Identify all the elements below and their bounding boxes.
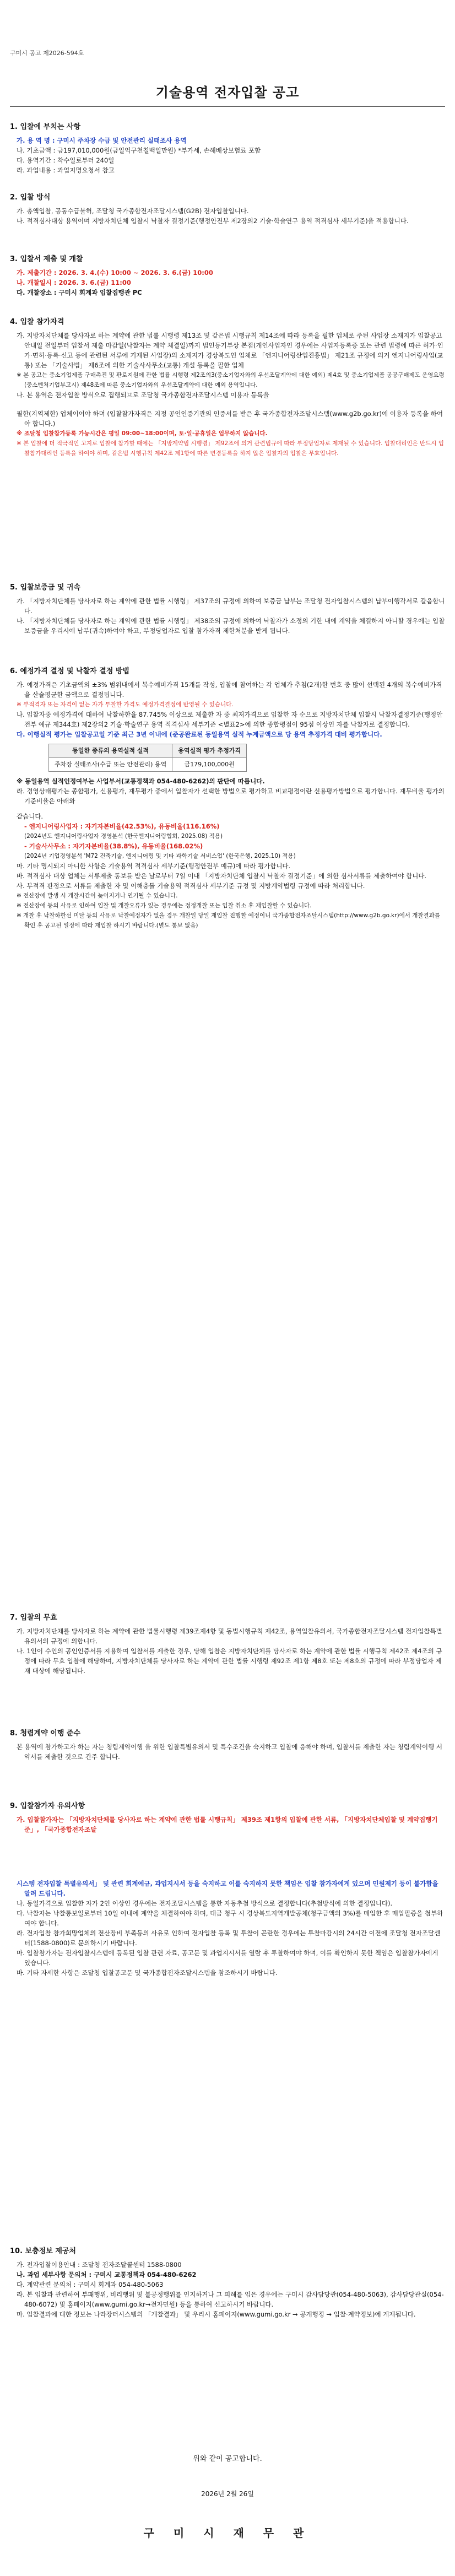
ratio-tech-office: - 기술사사무소 : 자기자본비율(38.8%), 유동비율(168.02%) — [24, 842, 203, 850]
price-line: 사. 부적격 판정으로 서류를 제출한 자 및 이해충돌 기술용역 적격심사 세부기준 규정 및 지방계약법령 규정에 따라 처리합니다. — [17, 882, 365, 890]
price-line: 라. 경영상태평가는 종합평가, 신용평가, 재무평가 중에서 입찰자가 선택한 방법으로 평가하고 비교평점이란 신용평가방법으로 평가합니다. 재무비율 평가의 기준비율은 아래와 — [17, 787, 445, 805]
caution-line: 라. 전자입찰 참가희망업체의 전산장비 부족등의 사유로 인하여 전자입찰 등록 및 투찰이 곤란한 경우에는 투찰마감시의 24시간 이전에 조달청 전자조달센터(1588-0800)로 문의하시기 바랍니다. — [17, 1929, 441, 1947]
table-cell: 주차장 실태조사(수급 또는 안전관리) 용역 — [49, 758, 172, 772]
section-eligibility — [10, 317, 445, 458]
caution-line: 다. 낙찰자는 낙찰통보일로부터 10일 이내에 계약을 체결하여야 하며, 대금 청구 시 경상북도지역개발공채(청구금액의 3%)를 매입한 후 매입필증을 첨부하여야 합니다. — [17, 1909, 443, 1927]
ratio-source: (2024년도 엔지니어링사업자 경영분석 (한국엔지니어링협회, 2025.08) 적용) — [24, 833, 223, 840]
notice-number: 구미시 공고 제2026-594호 — [10, 50, 84, 57]
page-title: 기술용역 전자입찰 공고 — [155, 85, 300, 100]
caution-line: 가. 입찰참가자는 「지방자치단체를 당사자로 하는 계약에 관한 법률 시행규칙」 제39조 제1항의 입찰에 관한 서류, 「지방자치단체입찰 및 계약집행기준」, 「국가종합전자조달 — [17, 1816, 438, 1833]
contact-line: 다. 계약관련 문의처 : 구미시 회계과 054-480-5063 — [17, 2281, 164, 2288]
price-note: ※ 동일용역 실적인정여부는 사업부서(교통정책과 054-480-6262)의 판단에 따릅니다. — [17, 777, 265, 785]
section-bid-method — [10, 193, 445, 226]
price-line: 마. 기타 명시되지 아니한 사항은 기술용역 적격심사 세부기준(행정안전부 예규)에 따라 평가합니다. — [17, 862, 291, 870]
deposit-line: 가. 「지방자치단체를 당사자로 하는 계약에 관한 법률 시행령」 제37조의 규정에 의하여 보증금 납부는 조달청 전자입찰시스템의 납부이행각서로 갈음합니다. — [17, 597, 445, 615]
submission-period: 가. 제출기간 : 2026. 3. 4.(수) 10:00 ~ 2026. 3. 6.(금) 10:00 — [17, 269, 213, 277]
performance-table — [48, 744, 247, 772]
ratio-engineering: - 엔지니어링사업자 : 자기자본비율(42.53%), 유동비율(116.16%) — [24, 822, 220, 830]
contact-line: 라. 본 입찰과 관련하여 부패행위, 비리행위 및 불공정행위를 인지하거나 그 피해를 입은 경우에는 구미시 감사담당관(054-480-5063), 감사담당관실(054-480-6072) 및 홈페이지(www.gumi.go.kr→전자민원) 등을 통하여 신고하시기 바랍니다. — [17, 2291, 444, 2308]
bid-method-line: 나. 적격심사대상 용역이며 지방자치단체 입찰시 낙찰자 결정기준(행정안전부 제2장의2 기술·학술연구 용역 적격심사 세부기준)을 적용합니다. — [17, 217, 409, 225]
service-name: 가. 용 역 명 : 구미시 주차장 수급 및 안전관리 실태조사 용역 — [17, 137, 187, 144]
contact-line: 가. 전자입찰이용안내 : 조달청 전자조달콜센터 1588-0800 — [17, 2261, 182, 2269]
price-line: 같습니다. — [17, 813, 44, 820]
eligibility-line: 가. 지방자치단체를 당사자로 하는 계약에 관한 법률 시행령 제13조 및 같은법 시행규칙 제14조에 따라 등록을 필한 업체로 주된 사업장 소재지가 입찰공고 안내일 전일부터 입찰서 제출 마감일(낙찰자는 계약 체결일)까지 법인등기부상 본점(개인사업자인 경우에는 사업자등록증 또는 관련 법령에 따른 허가·인가·면허·등록·신고 등에 관련된 서류에 기재된 사업장)의 소재지가 경상북도인 업체로 「엔지니어링산업진흥법」 제21조 규정에 의거 엔지니어링사업(교통) 또는 「기술사법」 제6조에 의한 기술사사무소(교통) 개설 등록을 필한 업체 — [17, 332, 443, 369]
section-title: 5. 입찰보증금 및 귀속 — [10, 583, 81, 592]
section-title: 2. 입찰 방식 — [10, 193, 51, 202]
caution-line: 나. 동일가격으로 입찰한 자가 2인 이상인 경우에는 전자조달시스템을 통한 자동추첨 방식으로 결정합니다(추첨방식에 의한 결정입니다). — [17, 1899, 393, 1907]
section-title: 6. 예정가격 결정 및 낙찰자 결정 방법 — [10, 667, 129, 675]
title-divider — [10, 106, 445, 107]
section-title: 9. 입찰참가자 유의사항 — [10, 1802, 85, 1810]
section-invalid-bid — [10, 1613, 445, 1676]
section-price-decision — [10, 667, 445, 930]
contact-line: 마. 입찰결과에 대한 정보는 나라장터시스템의 「개찰결과」 및 우리시 홈페이지(www.gumi.go.kr → 공개행정 → 입찰·계약정보)에 게재됩니다. — [17, 2310, 416, 2318]
bid-method-line: 가. 총액입찰, 공동수급불허, 조달청 국가종합전자조달시스템(G2B) 전자입찰입니다. — [17, 207, 249, 215]
price-note: ※ 개찰 후 낙찰하한선 미달 등의 사유로 낙찰예정자가 없을 경우 개찰일 당일 재입찰 진행할 예정이니 국가종합전자조달시스템(http://www.g2b.go.kr)에서 개찰결과를 확인 후 공고된 일정에 따라 재입찰 하시기 바랍니다.(별도 통보 없음) — [17, 912, 440, 929]
section-title: 1. 입찰에 부치는 사항 — [10, 123, 81, 131]
eligibility-note: ※ 본 입찰에 더 적극적인 고지로 입찰에 참가할 때에는 「지방계약법 시행령」 제92조에 의거 관련법규에 따라 부정당업자로 제재될 수 있습니다. 입찰대리인은 반드시 입찰참가대리인 등록을 하여야 하며, 같은법 시행규칙 제42조 제1항에 따른 변경등록을 하지 않은 입찰자의 입찰은 무효입니다. — [17, 440, 444, 457]
opening-datetime: 나. 개찰일시 : 2026. 3. 6.(금) 11:00 — [17, 279, 131, 286]
invalid-line: 가. 지방자치단체를 당사자로 하는 계약에 관한 법률시행령 제39조제4항 및 동법시행규칙 제42조, 용역입찰유의서, 국가종합전자조달시스템 전자입찰특별유의서의 규정에 의합니다. — [17, 1627, 442, 1645]
table-cell: 금179,100,000원 — [172, 758, 247, 772]
price-line: 나. 입찰자중 예정가격에 대하여 낙찰하한율 87.745% 이상으로 제출한 자 중 최저가격으로 입찰한 자 순으로 지방자치단체 입찰시 낙찰자결정기준(행정안전부 예규 제344호) 제2장의2 기술·학술연구 용역 적격심사 세부기준 <별표2>에 의한 종합평점이 95점 이상인 자를 낙찰자로 결정합니다. — [17, 711, 443, 728]
table-row — [49, 758, 247, 772]
section-cautions — [10, 1801, 445, 1978]
section-title: 7. 입찰의 무효 — [10, 1614, 57, 1622]
price-line: 다. 이행실적 평가는 입찰공고일 기준 최근 3년 이내에 (준공완료된 동일용역 실적 누계금액으로 당 용역 추정가격 대비 평가합니다. — [17, 730, 382, 738]
opening-place: 다. 개찰장소 : 구미시 회계과 입찰집행관 PC — [17, 289, 142, 296]
closing-statement: 위와 같이 공고합니다. — [193, 2455, 262, 2463]
eligibility-line: 나. 본 용역은 전자입찰 방식으로 집행되므로 조달청 국가종합전자조달시스템 이용자 등록을 — [17, 391, 269, 399]
notice-date: 2026년 2월 26일 — [201, 2490, 254, 2498]
section-title: 8. 청렴계약 이행 준수 — [10, 1729, 81, 1738]
service-period: 다. 용역기간 : 착수일로부터 240일 — [17, 156, 115, 164]
integrity-line: 본 용역에 참가하고자 하는 자는 청렴계약이행 을 위한 입찰특별유의서 및 특수조건을 숙지하고 입찰에 응해야 하며, 입찰서를 제출한 자는 청렴계약이행 서약서를 제출한 것으로 간주 합니다. — [17, 1743, 442, 1761]
base-amount: 나. 기초금액 : 금197,010,000원(금일억구천칠백일만원) *부가세, 손해배상보험료 포함 — [17, 147, 261, 154]
invalid-line: 나. 1인이 수인의 공인인증서를 지용하여 입찰서를 제출한 경우, 당해 입찰은 지방자치단체를 당사자로 하는 계약에 관한 법률 시행규칙 제42조 제4조의 규정에 따라 무효 입찰에 해당하며, 지방자치단체를 당사자로 하는 계약에 관한 법률 시행령 제92조 제1항 제8호 또는 제8호의 규정에 따라 부정당업자 제재 대상에 해당됩니다. — [17, 1647, 442, 1675]
eligibility-line: 필한(지역제한) 업체이어야 하며 (입찰참가자격은 지정 공인인증기관의 인증서를 받은 후 국가종합전자조달시스템(www.g2b.go.kr)에 이용자 등록을 하여야 합니다.) — [17, 410, 443, 427]
table-header: 동일한 종류의 용역실적 실적 — [49, 744, 172, 758]
section-title: 3. 입찰서 제출 및 개찰 — [10, 255, 83, 263]
issuing-authority: 구 미 시 재 무 관 — [143, 2526, 312, 2540]
price-line: 바. 적격심사 대상 업체는 서류제출 통보를 받은 날로부터 7일 이내 「지방자치단체 입찰시 낙찰자 결정기준」에 의한 심사서류를 제출하여야 합니다. — [17, 872, 427, 880]
price-note: ※ 전산장애 발생 시 개찰시간이 늦어지거나 연기될 수 있습니다. — [17, 892, 178, 899]
section-deposit — [10, 583, 445, 636]
section-title: 4. 입찰 참가자격 — [10, 318, 64, 326]
caution-line: 마. 입찰참가자는 전자입찰시스템에 등록된 입찰 관련 자료, 공고문 및 과업지시서를 열람 후 투찰하여야 하며, 이를 확인하지 못한 책임은 입찰참가자에게 있습니다. — [17, 1949, 438, 1967]
section-contacts — [10, 2247, 445, 2319]
ratio-source: (2024년 기업경영분석 'M72 건축기술, 엔지니어링 및 기타 과학기술 서비스업' (한국은행, 2025.10) 적용) — [24, 853, 296, 859]
price-note: ※ 부적격자 또는 자격이 없는 자가 투찰한 가격도 예정가격결정에 반영될 수 있습니다. — [17, 701, 234, 708]
table-header: 용역실적 평가 추정가격 — [172, 744, 247, 758]
task-content: 라. 과업내용 : 과업지명요청서 참고 — [17, 166, 115, 174]
eligibility-note: ※ 본 공고는 중소기업제품 구매촉진 및 판로지원에 관한 법률 시행령 제2조의3(중소기업자와의 우선조달계약에 대한 예외) 제4호 및 중소기업제품 공공구매제도 운영요령(중소벤처기업부고시) 제48조에 따른 중소기업자와의 우선조달계약에 대한 예외 용역입니다. — [17, 372, 445, 388]
section-title: 10. 보충정보 제공처 — [10, 2247, 76, 2255]
section-integrity — [10, 1729, 445, 1762]
eligibility-note: ※ 조달청 입찰참가등록 가능시간은 평일 09:00~18:00이며, 토·일·공휴일은 업무하지 않습니다. — [17, 430, 268, 437]
caution-line: 시스템 전자입찰 특별유의서」 및 관련 회계예규, 과업지시서 등을 숙지하고 이를 숙지하지 못한 책임은 입찰 참가자에게 있으며 민원제기 등이 불가함을 알려 드립니다. — [17, 1880, 438, 1897]
price-line: 가. 예정가격은 기초금액의 ±3% 범위내에서 복수예비가격 15개를 작성, 입찰에 참여하는 각 업체가 추첨(2개)한 번호 중 많이 선택된 4개의 복수예비가격을 산술평균한 금액으로 결정됩니다. — [17, 681, 442, 699]
caution-line: 바. 기타 자세한 사항은 조달청 입찰공고문 및 국가종합전자조달시스템을 참조하시기 바랍니다. — [17, 1969, 278, 1977]
deposit-line: 나. 「지방자치단체를 당사자로 하는 계약에 관한 법률 시행령」 제38조의 규정에 의하여 낙찰자가 소정의 기한 내에 계약을 체결하지 아니할 경우에는 입찰보증금을 우리시에 납부(귀속)하여야 하고, 부정당업자로 입찰 참가자격 제한처분을 받게 됩니다. — [17, 617, 445, 635]
section-bid-items — [10, 122, 445, 175]
contact-line: 나. 과업 세부사항 문의처 : 구미시 교통정책과 054-480-6262 — [17, 2271, 197, 2279]
section-submission — [10, 255, 445, 297]
price-note: ※ 전산장애 등의 사유로 인하여 입찰 및 개찰오류가 있는 경우에는 정정개찰 또는 입찰 취소 후 재입찰할 수 있습니다. — [17, 902, 312, 909]
